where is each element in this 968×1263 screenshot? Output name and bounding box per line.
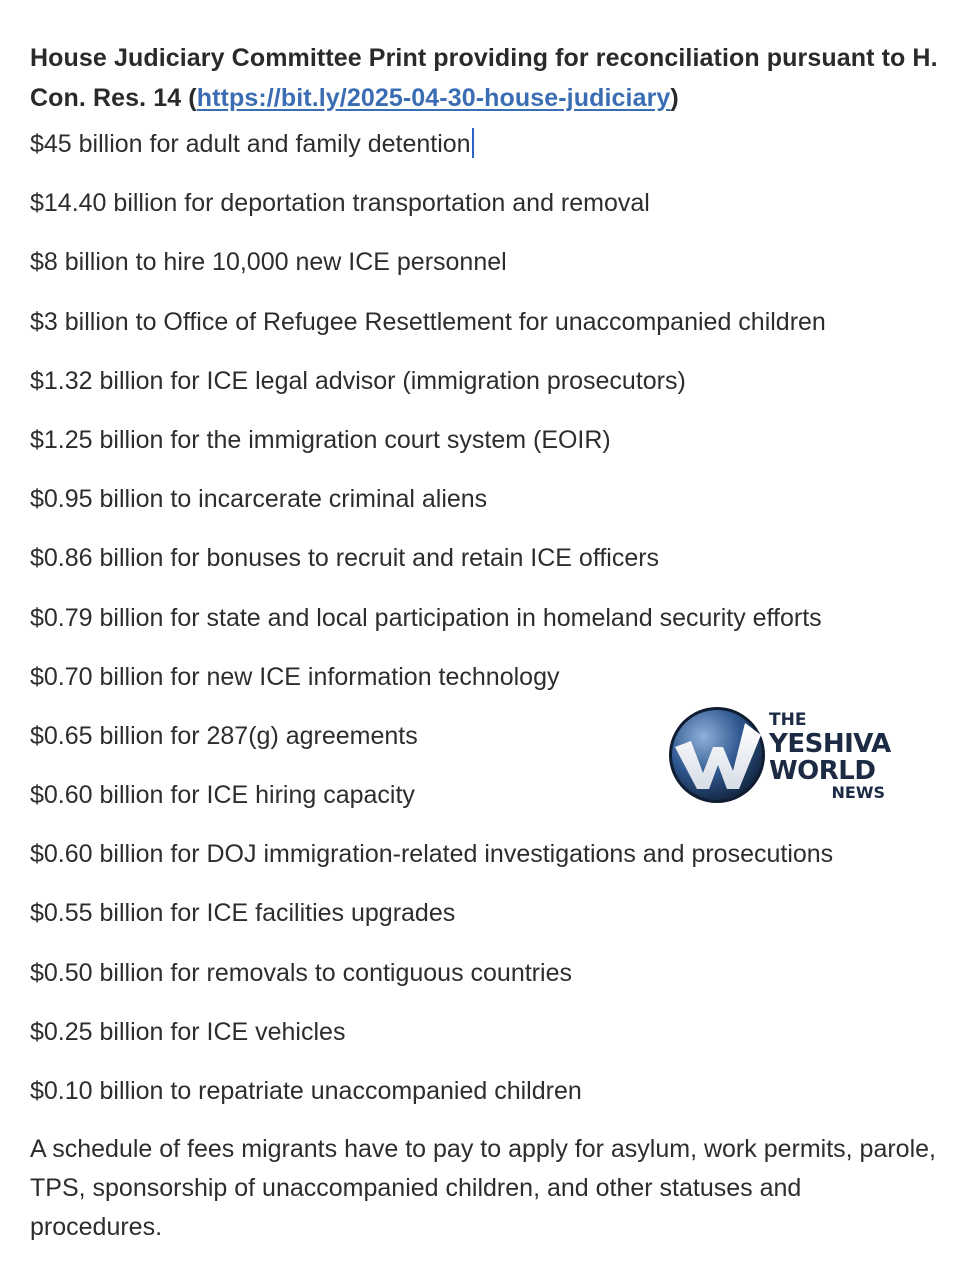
list-item-text: $1.32 billion for ICE legal advisor (immigration prosecutors) xyxy=(30,366,686,395)
list-item xyxy=(30,892,950,951)
list-item xyxy=(30,360,950,419)
list-item-text: $14.40 billion for deportation transportation and removal xyxy=(30,189,650,218)
list-item xyxy=(30,537,950,596)
list-item-text: $0.50 billion for removals to contiguous countries xyxy=(30,958,572,987)
list-item xyxy=(30,1011,950,1070)
logo-the: THE xyxy=(769,710,807,730)
list-item xyxy=(30,597,950,656)
heading-close-paren: ) xyxy=(670,84,679,112)
yeshiva-world-w-logo-icon xyxy=(667,705,767,805)
list-item-text: $0.60 billion for ICE hiring capacity xyxy=(30,781,415,810)
list-item-text: $0.95 billion to incarcerate criminal aliens xyxy=(30,485,488,514)
list-item xyxy=(30,123,950,182)
text-cursor xyxy=(472,128,474,158)
list-item-text: $0.70 billion for new ICE information technology xyxy=(30,662,560,691)
list-item-text: $0.65 billion for 287(g) agreements xyxy=(30,721,418,750)
document xyxy=(30,38,950,1247)
list-item-text: $1.25 billion for the immigration court system (EOIR) xyxy=(30,425,611,454)
funding-list xyxy=(30,123,950,1129)
list-item xyxy=(30,952,950,1011)
list-item-text: $0.55 billion for ICE facilities upgrades xyxy=(30,899,456,928)
list-item xyxy=(30,478,950,537)
list-item-text: $0.79 billion for state and local participation in homeland security efforts xyxy=(30,603,822,632)
list-item-text: $45 billion for adult and family detention xyxy=(30,130,471,158)
list-item-text: $8 billion to hire 10,000 new ICE personnel xyxy=(30,248,507,277)
logo-wordmark xyxy=(769,712,891,801)
heading-text: House Judiciary Committee Print providing for reconciliation pursuant to H. Con. Res. 14 ( xyxy=(30,44,938,112)
logo-news: NEWS xyxy=(831,783,885,802)
logo-yeshiva: YESHIVA xyxy=(769,729,891,759)
list-item-text: $0.10 billion to repatriate unaccompanied children xyxy=(30,1077,582,1105)
yeshiva-world-news-logo xyxy=(667,703,892,807)
list-item xyxy=(30,419,950,478)
list-item-text: $0.60 billion for DOJ immigration-related investigations and prosecutions xyxy=(30,840,834,869)
list-item xyxy=(30,241,950,300)
list-item-text: $0.25 billion for ICE vehicles xyxy=(30,1017,346,1046)
document-heading xyxy=(30,38,950,118)
list-item xyxy=(30,833,950,892)
closing-paragraph: A schedule of fees migrants have to pay to apply for asylum, work permits, parole, TPS, sponsorship of unaccompanied children, and other statuses and procedures. xyxy=(30,1135,936,1242)
source-link[interactable]: https://bit.ly/2025-04-30-house-judiciary xyxy=(196,84,671,112)
list-item xyxy=(30,301,950,360)
list-item xyxy=(30,1070,950,1129)
list-item-text: $3 billion to Office of Refugee Resettlement for unaccompanied children xyxy=(30,307,826,336)
list-item-text: $0.86 billion for bonuses to recruit and retain ICE officers xyxy=(30,544,660,573)
logo-world: WORLD xyxy=(769,756,876,786)
list-item xyxy=(30,182,950,241)
